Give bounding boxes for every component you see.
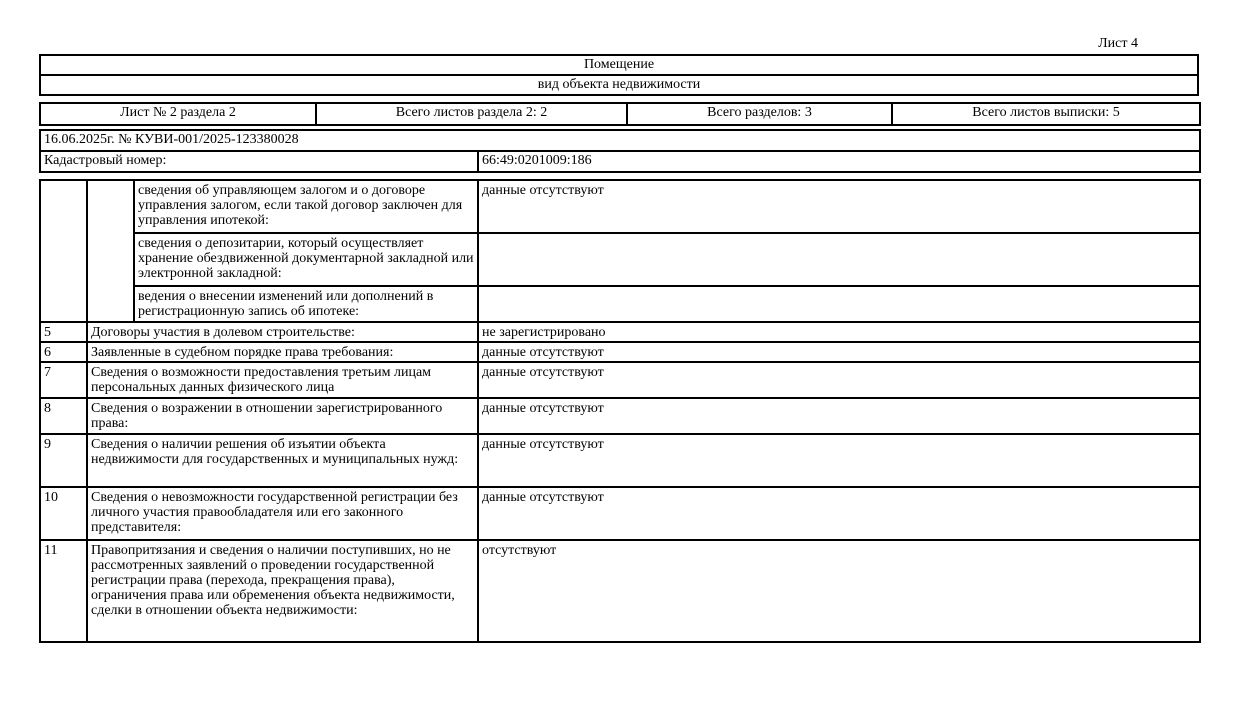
total-sheets-extract: Всего листов выписки: 5 <box>892 103 1200 125</box>
sub-row <box>40 286 1200 322</box>
row-num: 11 <box>40 540 87 642</box>
row-label: Сведения о наличии решения об изъятии объекта недвижимости для государственных и муниципальных нужд: <box>87 434 478 487</box>
date-number: 16.06.2025г. № КУВИ-001/2025-123380028 <box>40 130 1200 151</box>
row-num: 6 <box>40 342 87 362</box>
sub-row-indent <box>87 180 134 322</box>
row-label: Правопритязания и сведения о наличии поступивших, но не рассмотренных заявлений о проведении государственной регистрации права (перехода, прекращения права), ограничения права или обременения объекта недвижимости, сделки в отношении объекта недвижимости: <box>87 540 478 642</box>
object-type-caption: вид объекта недвижимости <box>40 75 1198 95</box>
row-value: данные отсутствуют <box>478 342 1200 362</box>
row-value: данные отсутствуют <box>478 362 1200 398</box>
row-num: 10 <box>40 487 87 540</box>
sheet-label: Лист 4 <box>1098 36 1138 51</box>
cadastral-value: 66:49:0201009:186 <box>478 151 1200 172</box>
table-row <box>40 398 1200 434</box>
document-info <box>39 129 1201 173</box>
row-value: данные отсутствуют <box>478 487 1200 540</box>
table-row <box>40 540 1200 642</box>
cadastral-label: Кадастровый номер: <box>40 151 478 172</box>
sub-row-value <box>478 286 1200 322</box>
row-label: Заявленные в судебном порядке права требования: <box>87 342 478 362</box>
total-sections: Всего разделов: 3 <box>627 103 892 125</box>
row-label: Сведения о возможности предоставления третьим лицам персональных данных физического лица <box>87 362 478 398</box>
row-value: не зарегистрировано <box>478 322 1200 342</box>
sub-row-label: сведения о депозитарии, который осуществляет хранение обездвиженной документарной закладной или электронной закладной: <box>134 233 478 286</box>
row-label: Сведения о невозможности государственной регистрации без личного участия правообладателя или его законного представителя: <box>87 487 478 540</box>
total-sheets-section: Всего листов раздела 2: 2 <box>316 103 627 125</box>
row-value: данные отсутствуют <box>478 434 1200 487</box>
row-num: 7 <box>40 362 87 398</box>
sub-row <box>40 233 1200 286</box>
row-num: 8 <box>40 398 87 434</box>
records-table <box>39 179 1201 643</box>
object-type: Помещение <box>40 55 1198 75</box>
sub-row-value: данные отсутствуют <box>478 180 1200 233</box>
row-num: 9 <box>40 434 87 487</box>
sheet-of-section: Лист № 2 раздела 2 <box>40 103 316 125</box>
sub-row-label: ведения о внесении изменений или дополнений в регистрационную запись об ипотеке: <box>134 286 478 322</box>
row-label: Договоры участия в долевом строительстве: <box>87 322 478 342</box>
row-num: 5 <box>40 322 87 342</box>
row-value: данные отсутствуют <box>478 398 1200 434</box>
table-row <box>40 322 1200 342</box>
row-label: Сведения о возражении в отношении зарегистрированного права: <box>87 398 478 434</box>
sub-row <box>40 180 1200 233</box>
table-row <box>40 362 1200 398</box>
table-row <box>40 487 1200 540</box>
sub-row-label: сведения об управляющем залогом и о договоре управления залогом, если такой договор заключен для управления ипотекой: <box>134 180 478 233</box>
sheet-info-bar <box>39 102 1201 126</box>
sub-row-value <box>478 233 1200 286</box>
table-row <box>40 342 1200 362</box>
sub-row-num <box>40 180 87 322</box>
object-type-header <box>39 54 1199 96</box>
row-value: отсутствуют <box>478 540 1200 642</box>
table-row <box>40 434 1200 487</box>
